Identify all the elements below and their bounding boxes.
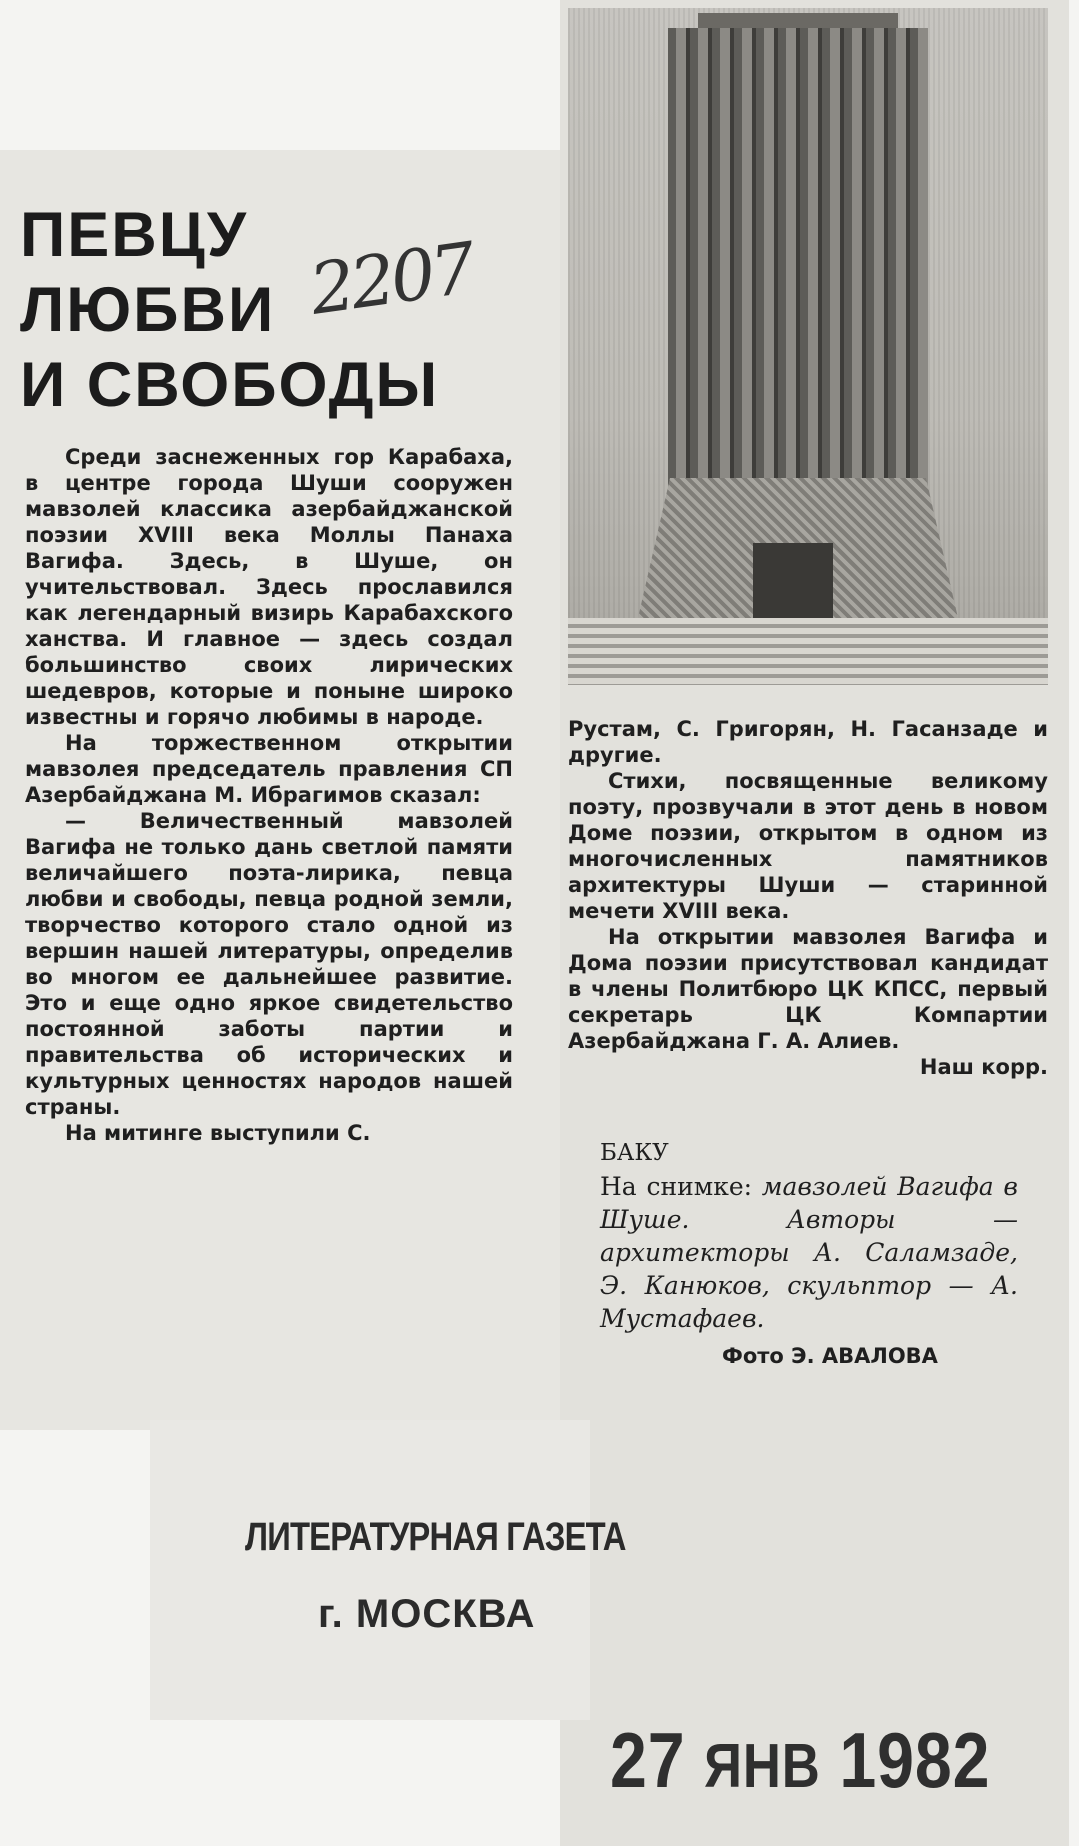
headline-line: ЛЮБВИ <box>20 275 276 345</box>
paragraph: Стихи, посвященные великому поэту, прозвучали в этот день в новом Доме поэзии, открытом в одном из многочисленных памятников архитектуры Шуши — старинной мечети XVIII века. <box>568 769 1048 923</box>
date-stamp <box>610 1715 990 1806</box>
paragraph: — Величественный мавзолей Вагифа не только дань светлой памяти величайшего поэта-лирика, певца любви и свободы, певца родной земли, творчество которого стало одной из вершин нашей литературы, определив во многом ее дальнейшее развитие. Это и еще одно яркое свидетельство постоянной заботы партии и правительства об исторических и культурных ценностях народов нашей страны. <box>25 809 513 1119</box>
caption-label: На снимке: <box>600 1172 753 1201</box>
headline-line: И СВОБОДЫ <box>20 350 440 420</box>
caption-text: мавзолей Вагифа в Шуше. Авторы — архитекторы А. Саламзаде, Э. Канюков, скульптор — А. Мустафаев. <box>600 1172 1018 1333</box>
article-column-1 <box>25 444 513 1146</box>
photo-credit: Фото Э. АВАЛОВА <box>722 1344 938 1368</box>
door-shape <box>753 543 833 618</box>
newspaper-stamp-city: г. МОСКВА <box>318 1592 536 1636</box>
paragraph: На торжественном открытии мавзолея председатель правления СП Азербайджана М. Ибрагимов сказал: <box>25 731 513 807</box>
headline-line: ПЕВЦУ <box>20 200 249 270</box>
caption-city: БАКУ <box>600 1140 669 1166</box>
date-day: 27 <box>610 1716 686 1804</box>
tower-shape <box>668 28 928 498</box>
stamp-area <box>150 1420 590 1720</box>
article-column-2 <box>568 716 1048 1080</box>
date-year: 1982 <box>839 1716 991 1804</box>
byline: Наш корр. <box>919 1055 1048 1079</box>
mausoleum-photo <box>568 8 1048 685</box>
paragraph: На митинге выступили С. <box>65 1121 371 1145</box>
newspaper-stamp-title: ЛИТЕРАТУРНАЯ ГАЗЕТА <box>245 1515 626 1559</box>
paragraph: Рустам, С. Григорян, Н. Гасанзаде и другие. <box>568 717 1048 767</box>
handwritten-number: 2207 <box>305 227 478 331</box>
paragraph: На открытии мавзолея Вагифа и Дома поэзии присутствовал кандидат в члены Политбюро ЦК КПСС, первый секретарь ЦК Компартии Азербайджана Г. А. Алиев. <box>568 925 1048 1053</box>
date-month: ЯНВ <box>704 1732 821 1801</box>
paragraph: Среди заснеженных гор Карабаха, в центре города Шуши сооружен мавзолей классика азербайджанской поэзии XVIII века Моллы Панаха Вагифа. Здесь, в Шуше, он учительствовал. Здесь прославился как легендарный визирь Карабахского ханства. И главное — здесь создал большинство своих лирических шедевров, которые и поныне широко известны и горячо любимы в народе. <box>25 445 513 729</box>
photo-caption <box>600 1137 1018 1335</box>
steps-shape <box>568 618 1048 685</box>
